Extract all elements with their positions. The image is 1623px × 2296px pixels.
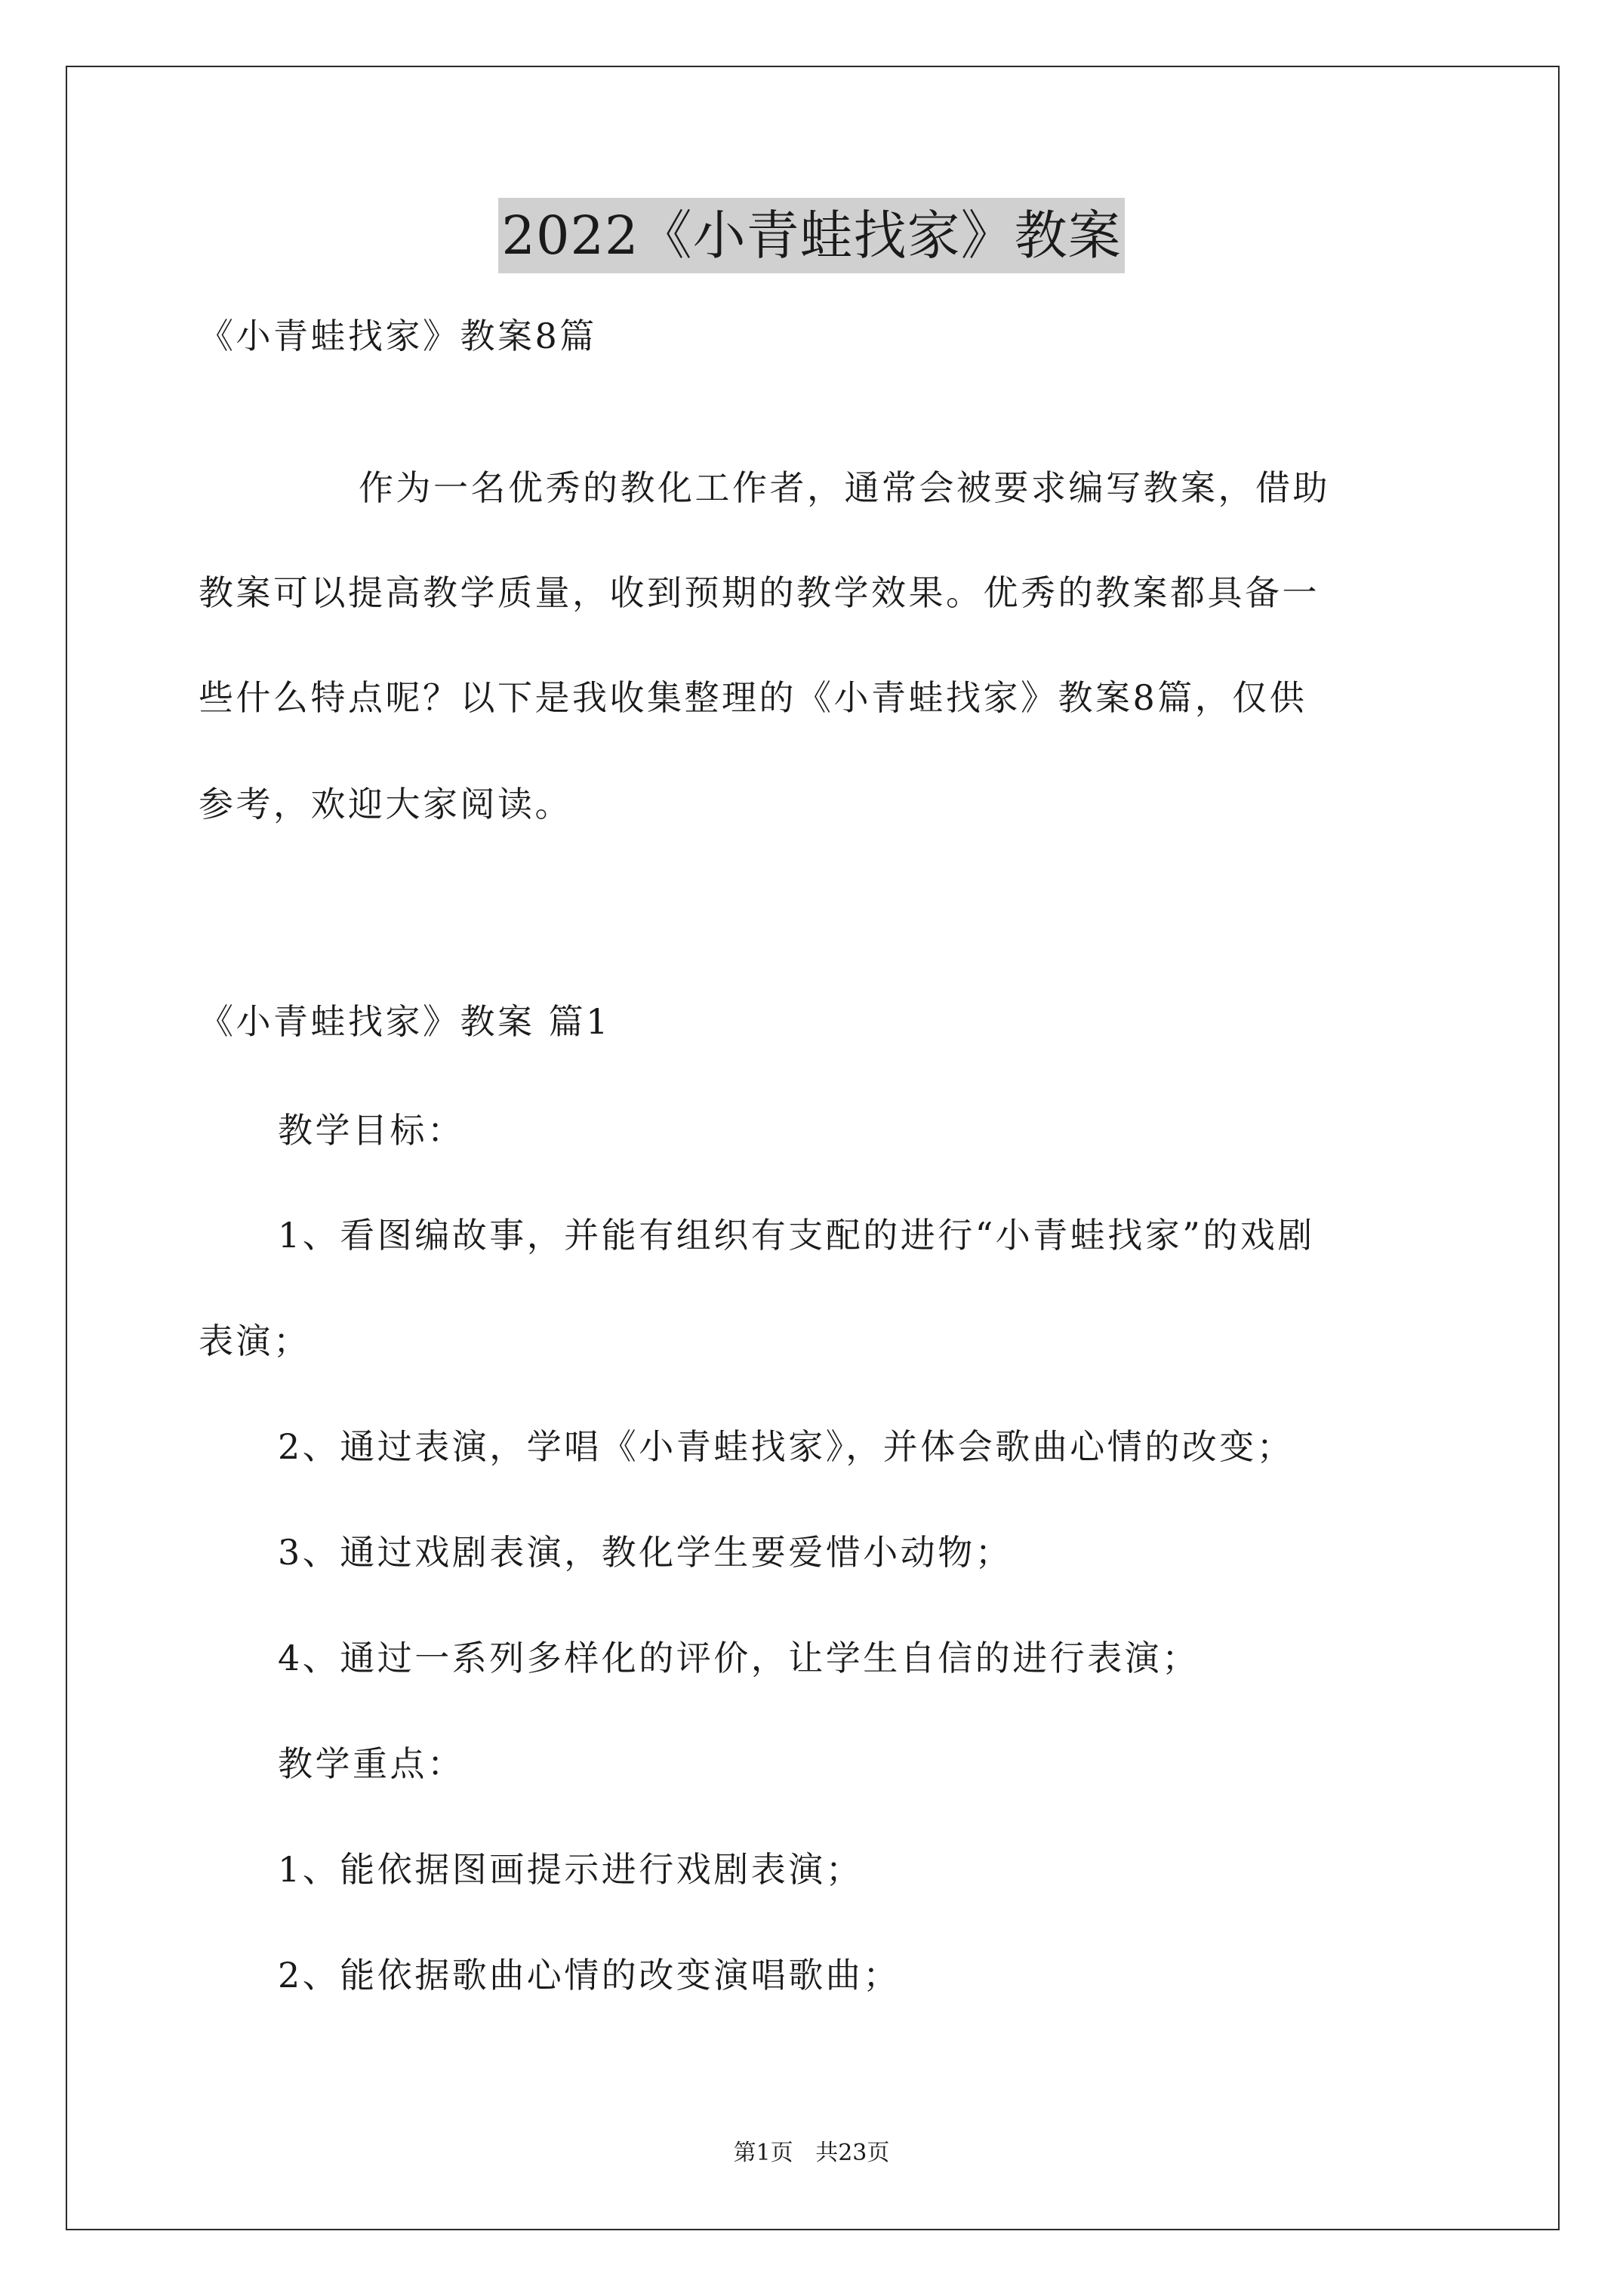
intro-line-3: 些什么特点呢？以下是我收集整理的《小青蛙找家》教案8篇，仅供: [199, 677, 1307, 718]
goal-2: 2、通过表演，学唱《小青蛙找家》，并体会歌曲心情的改变；: [278, 1426, 1295, 1467]
intro-line-4: 参考，欢迎大家阅读。: [199, 784, 572, 824]
page-total: 共23页: [815, 2140, 890, 2166]
key-point-2: 2、能依据歌曲心情的改变演唱歌曲；: [278, 1955, 901, 1996]
goal-3: 3、通过戏剧表演，教化学生要爱惜小动物；: [278, 1532, 1013, 1573]
section-heading: 《小青蛙找家》教案 篇1: [199, 1001, 611, 1042]
goal-4: 4、通过一系列多样化的评价，让学生自信的进行表演；: [278, 1638, 1200, 1678]
key-point-1: 1、能依据图画提示进行戏剧表演；: [278, 1849, 864, 1890]
document-title: 2022《小青蛙找家》教案: [498, 198, 1124, 273]
subtitle: 《小青蛙找家》教案8篇: [199, 316, 597, 356]
goals-label: 教学目标：: [278, 1110, 465, 1151]
intro-line-1: 作为一名优秀的教化工作者，通常会被要求编写教案，借助: [359, 467, 1330, 508]
intro-line-2: 教案可以提高教学质量，收到预期的教学效果。优秀的教案都具备一: [199, 572, 1320, 613]
goal-1-line-2: 表演；: [199, 1321, 311, 1361]
page-footer: [0, 2138, 1623, 2168]
page-number: 第1页: [733, 2140, 793, 2166]
title-container: [0, 198, 1623, 273]
goal-1-line-1: 1、看图编故事，并能有组织有支配的进行“小青蛙找家”的戏剧: [278, 1215, 1315, 1256]
key-points-label: 教学重点：: [278, 1743, 465, 1784]
